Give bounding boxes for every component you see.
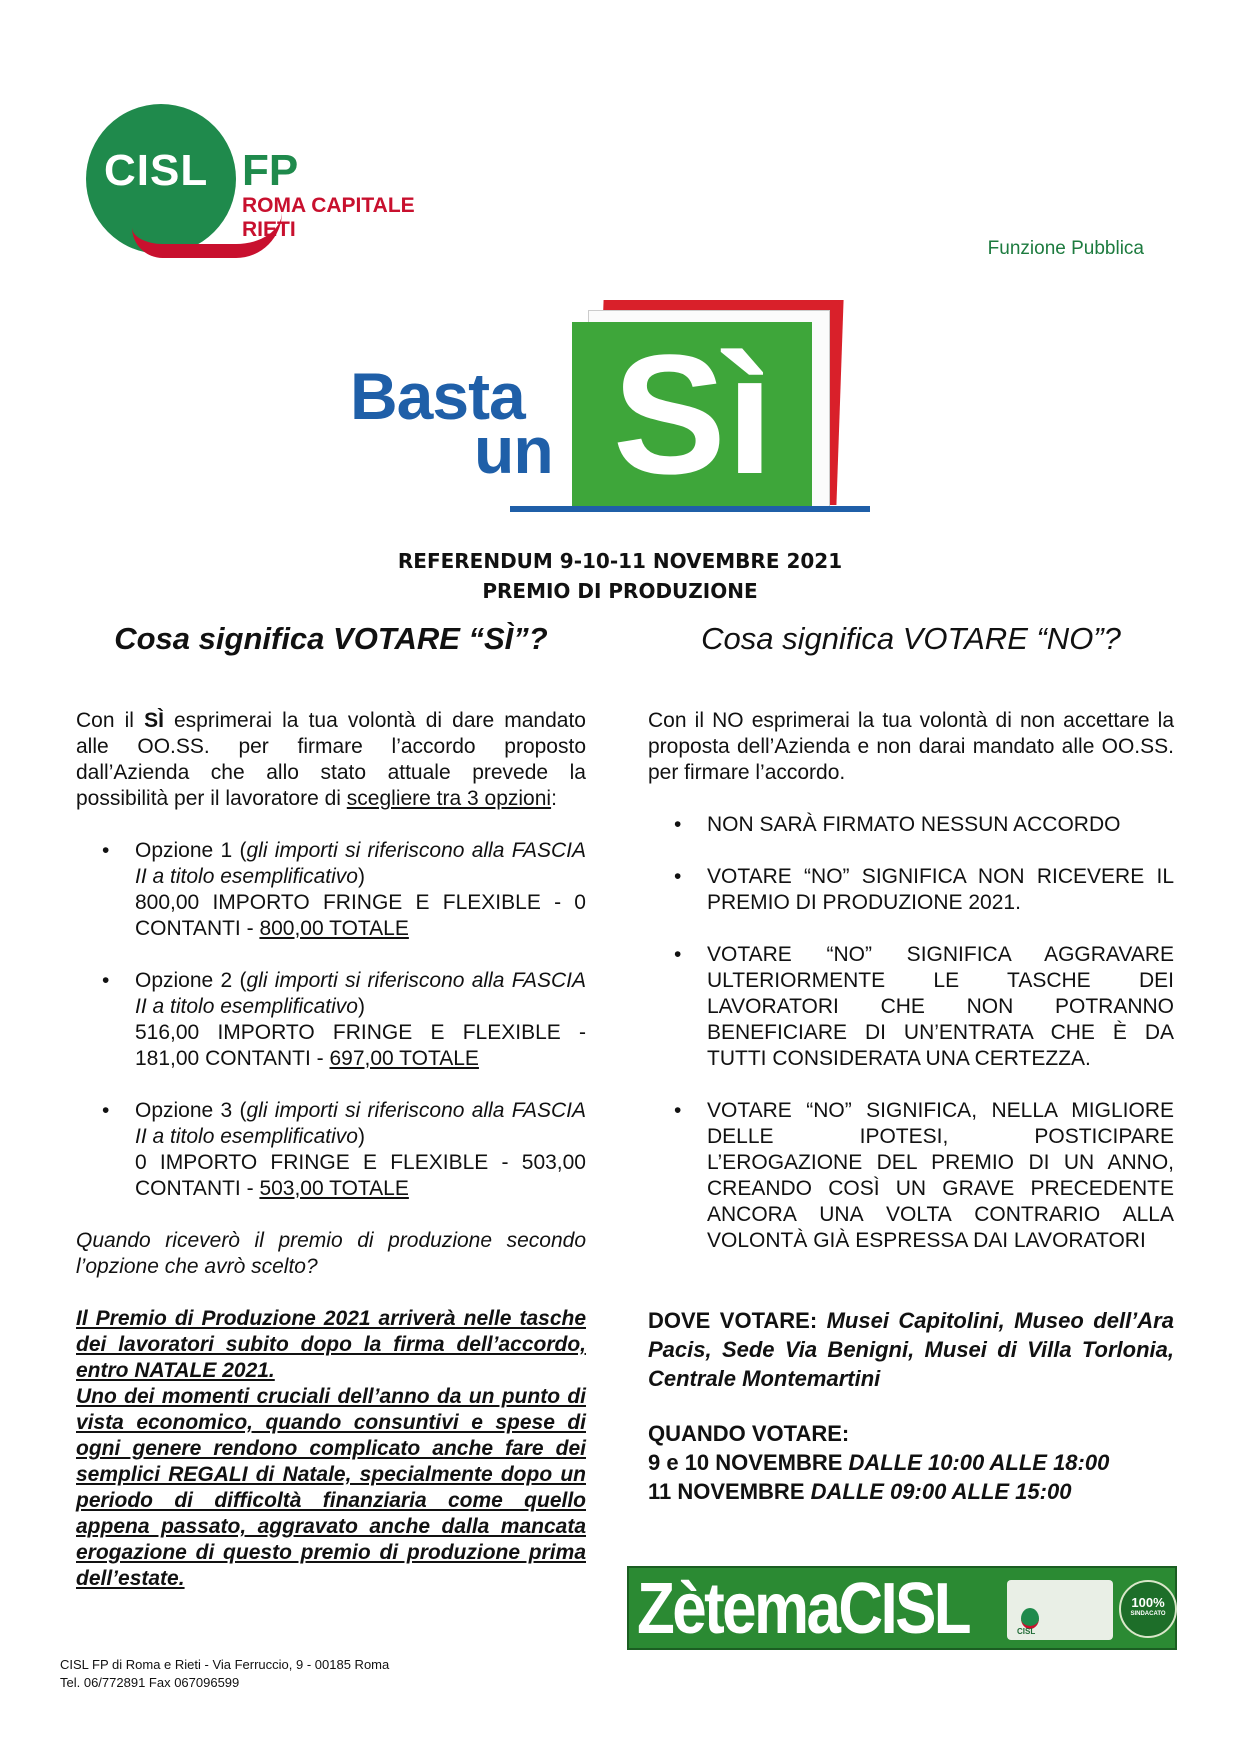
si-question: Quando riceverò il premio di produzione secondo l’opzione che avrò scelto? xyxy=(76,1229,586,1278)
option-label: Opzione 3 ( xyxy=(135,1099,247,1122)
heading-premio: PREMIO DI PRODUZIONE xyxy=(482,579,758,603)
option-close: ) xyxy=(357,1125,365,1148)
logo-cisl-text: CISL xyxy=(104,146,209,195)
no-bullet-item: • VOTARE “NO” SIGNIFICA AGGRAVARE ULTERIORMENTE LE TASCHE DEI LAVORATORI CHE NON POTRANNO BENEFICIARE DI UN’ENTRATA CHE È DA TUTTI CONSIDERATA UNA CERTEZZA. xyxy=(648,942,1174,1072)
cisl-fp-logo xyxy=(86,104,426,254)
si-intro xyxy=(76,708,586,812)
document-heading xyxy=(0,546,1240,606)
card-logo-icon xyxy=(1021,1608,1039,1629)
logo-fp-text: FP xyxy=(242,146,299,195)
where-value: Musei Capitolini, Museo dell’Ara Pacis, Sede Via Benigni, Musei di Villa Torlonia, Centrale Montemartini xyxy=(648,1308,1174,1391)
basta-un-si-banner xyxy=(350,300,870,515)
when-to-vote xyxy=(648,1419,1174,1506)
option-amounts: 800,00 IMPORTO FRINGE E FLEXIBLE - 0 CONTANTI - xyxy=(135,891,586,940)
option-item xyxy=(76,838,586,942)
option-total: 503,00 TOTALE xyxy=(259,1177,409,1200)
logo-rieti: RIETI xyxy=(242,218,296,241)
banner-un-text: un xyxy=(474,413,553,487)
where-to-vote xyxy=(648,1306,1174,1393)
heading-referendum: REFERENDUM 9-10-11 NOVEMBRE 2021 xyxy=(397,549,843,573)
badge-word: SINDACATO xyxy=(1130,1611,1166,1617)
option-amounts: 516,00 IMPORTO FRINGE E FLEXIBLE - 181,00 CONTANTI - xyxy=(135,1021,586,1070)
option-close: ) xyxy=(357,995,365,1018)
left-column-si xyxy=(76,621,586,1592)
option-note: gli importi si riferiscono alla FASCIA II a titolo esemplificativo xyxy=(135,969,586,1018)
option-close: ) xyxy=(357,865,365,888)
when2-day: 11 NOVEMBRE xyxy=(648,1479,811,1504)
options-list xyxy=(76,838,586,1202)
no-bullets xyxy=(648,812,1174,1254)
option-note: gli importi si riferiscono alla FASCIA II a titolo esemplificativo xyxy=(135,1099,586,1148)
option-amounts: 0 IMPORTO FRINGE E FLEXIBLE - 503,00 CONTANTI - xyxy=(135,1151,586,1200)
right-column-title: Cosa significa VOTARE “NO”? xyxy=(701,621,1121,656)
banner-si-text: Sì xyxy=(612,320,774,510)
sindacato-badge xyxy=(1119,1580,1177,1638)
option-label: Opzione 1 ( xyxy=(135,839,247,862)
footer-contacts: Tel. 06/772891 Fax 067096599 xyxy=(60,1675,240,1690)
si-intro-b: esprimerai la tua volontà di dare mandato alle OO.SS. per firmare l’accordo proposto dall’Azienda che allo stato attuale prevede la possibilità per il lavoratore di xyxy=(76,709,586,810)
card-brand: CISL xyxy=(1017,1627,1036,1636)
no-bullet-item: • NON SARÀ FIRMATO NESSUN ACCORDO xyxy=(648,812,1174,838)
si-intro-a: Con il xyxy=(76,709,145,732)
zetema-cisl-banner xyxy=(627,1566,1177,1650)
when-label: QUANDO VOTARE: xyxy=(648,1421,850,1446)
si-intro-end: : xyxy=(551,787,557,810)
when-line-1 xyxy=(648,1448,1174,1477)
when2-time: DALLE 09:00 ALLE 15:00 xyxy=(810,1479,1072,1504)
option-total: 800,00 TOTALE xyxy=(259,917,409,940)
funzione-pubblica-label: Funzione Pubblica xyxy=(987,238,1144,259)
where-label: DOVE VOTARE: xyxy=(648,1308,827,1333)
left-column-title: Cosa significa VOTARE “SÌ”? xyxy=(114,621,548,656)
logo-roma-capitale: ROMA CAPITALE xyxy=(242,194,415,217)
right-column-no xyxy=(648,621,1174,1506)
zetema-text: ZètemaCISL xyxy=(637,1569,970,1649)
option-note: gli importi si riferiscono alla FASCIA II a titolo esemplificativo xyxy=(135,839,586,888)
when1-time: DALLE 10:00 ALLE 18:00 xyxy=(848,1450,1110,1475)
when1-day: 9 e 10 NOVEMBRE xyxy=(648,1450,849,1475)
no-intro: Con il NO esprimerai la tua volontà di non accettare la proposta dell’Azienda e non darai mandato alle OO.SS. per firmare l’accordo. xyxy=(648,709,1174,784)
si-intro-underlined: scegliere tra 3 opzioni xyxy=(346,787,552,810)
banner-basta-text: Basta xyxy=(350,359,525,433)
footer xyxy=(60,1656,389,1692)
si-intro-si: SÌ xyxy=(144,709,164,732)
badge-percent: 100% xyxy=(1131,1595,1165,1610)
no-bullet-item: • VOTARE “NO” SIGNIFICA, NELLA MIGLIORE DELLE IPOTESI, POSTICIPARE L’EROGAZIONE DEL PREMIO DI UN ANNO, CREANDO COSÌ UN GRAVE PRECEDENTE ANCORA UNA VOLTA CONTRARIO ALLA VOLONTÀ GIÀ ESPRESSA DAI LAVORATORI xyxy=(648,1098,1174,1254)
when-line-2 xyxy=(648,1477,1174,1506)
si-answer-2: Uno dei momenti cruciali dell’anno da un punto di vista economico, quando consuntivi e spese di ogni genere rendono complicato anche fare dei semplici REGALI di Natale, specialmente dopo un periodo di difficoltà finanziaria come quello appena passato, aggravato anche dalla mancata erogazione di questo premio di produzione prima dell’estate. xyxy=(76,1385,586,1590)
option-item xyxy=(76,1098,586,1202)
option-item xyxy=(76,968,586,1072)
footer-address: CISL FP di Roma e Rieti - Via Ferruccio, 9 - 00185 Roma xyxy=(60,1657,390,1672)
option-label: Opzione 2 ( xyxy=(135,969,247,992)
si-answer-1: Il Premio di Produzione 2021 arriverà nelle tasche dei lavoratori subito dopo la firma dell’accordo, entro NATALE 2021. xyxy=(76,1307,586,1382)
no-bullet-item: • VOTARE “NO” SIGNIFICA NON RICEVERE IL PREMIO DI PRODUZIONE 2021. xyxy=(648,864,1174,916)
option-total: 697,00 TOTALE xyxy=(329,1047,479,1070)
membership-card xyxy=(1007,1580,1113,1640)
